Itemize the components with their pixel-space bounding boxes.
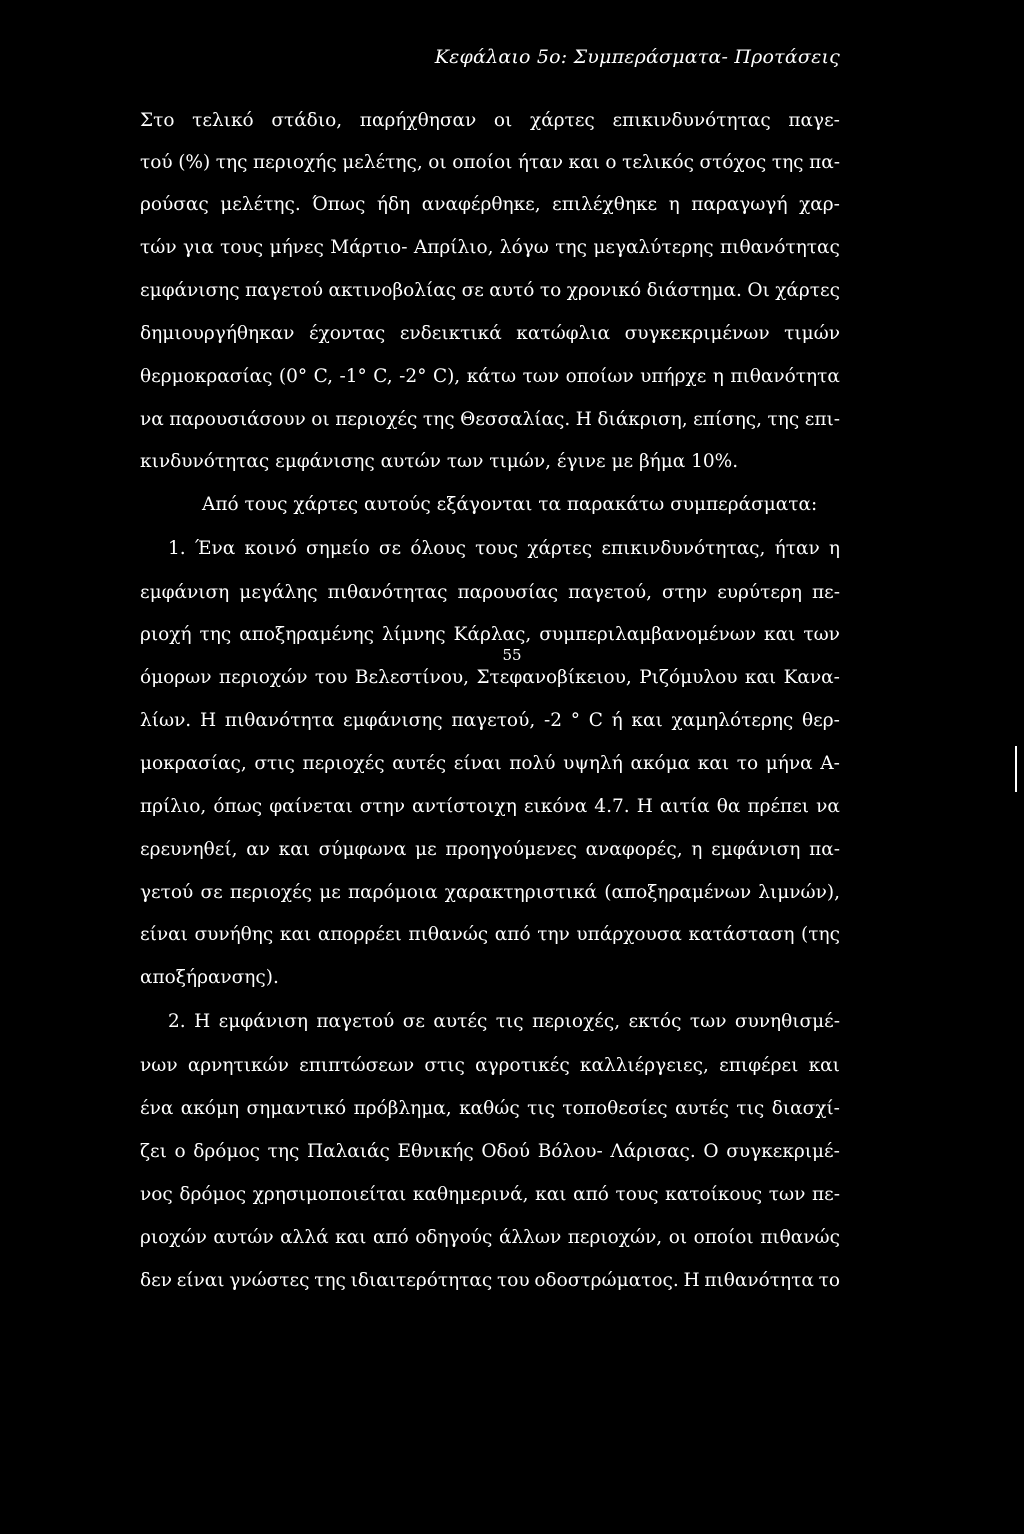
word: κάτω	[466, 366, 517, 387]
word: C),	[432, 366, 461, 387]
word: περιοχές,	[532, 1011, 621, 1032]
word: εμφάνισης	[343, 710, 443, 731]
word: τιμών	[784, 323, 840, 344]
word: Η	[575, 409, 592, 430]
word: αυτό	[489, 280, 535, 301]
word: στόχος	[699, 152, 767, 173]
word: στην	[359, 796, 405, 817]
word: οποίοι	[452, 152, 513, 173]
word: αλλά	[280, 1227, 329, 1248]
word: τών	[140, 237, 177, 258]
word: και	[335, 1227, 367, 1248]
word: δημιουργήθηκαν	[140, 323, 295, 344]
word: πιθανότητας	[720, 237, 840, 258]
text-line	[140, 666, 840, 690]
word: ένα	[140, 1098, 174, 1119]
word: μεγάλης	[239, 582, 318, 603]
text-line: Από τους χάρτες αυτούς εξάγονται τα παρακάτω συμπεράσματα:	[202, 494, 818, 515]
word: επίσης,	[693, 409, 763, 430]
word: ρούσας	[140, 194, 209, 215]
word: καθώς	[459, 1098, 520, 1119]
word: πρίλιο,	[140, 796, 207, 817]
word: παγετού,	[451, 710, 536, 731]
word: είναι	[453, 753, 502, 774]
word: η	[691, 839, 703, 860]
word: αναφορές,	[585, 839, 683, 860]
word: παγετού	[245, 280, 324, 301]
word: συνηθισμέ-	[734, 1011, 840, 1032]
text-line	[140, 151, 840, 175]
word: ακόμη	[180, 1098, 240, 1119]
word: έχοντας	[308, 323, 386, 344]
word: Ο	[703, 1141, 719, 1162]
list-item-1	[140, 537, 840, 561]
word: στάδιο,	[271, 110, 343, 131]
word: πιθανότητα	[224, 710, 335, 731]
text-line	[140, 109, 840, 133]
word: όπως	[213, 796, 263, 817]
text-line: κινδυνότητας εμφάνισης αυτών των τιμών, έγινε με βήμα 10%.	[140, 451, 739, 472]
word: χάρτες	[775, 280, 840, 301]
word: διασχί-	[771, 1098, 840, 1119]
word: -2°	[399, 366, 427, 387]
word: μήνα	[765, 753, 813, 774]
word: από	[372, 1227, 409, 1248]
word: με	[319, 882, 341, 903]
word: αυτές	[675, 1098, 729, 1119]
word: όμορων	[140, 667, 212, 688]
word: τους	[475, 538, 519, 559]
word: επιπτώσεων	[299, 1055, 415, 1076]
word: Εθνικής	[397, 1141, 474, 1162]
word: αναφέρθηκε,	[421, 194, 541, 215]
word: καθημερινά,	[412, 1184, 529, 1205]
word: ή	[611, 710, 623, 731]
word: είναι	[176, 1270, 225, 1291]
word: χάρτες	[530, 110, 595, 131]
word: οδοστρώματος.	[534, 1270, 679, 1291]
word: προηγούμενες	[445, 839, 577, 860]
word: περιοχές	[302, 753, 385, 774]
word: πιθανότητας	[327, 582, 448, 603]
word: λίμνης	[381, 624, 446, 645]
word: και	[744, 667, 777, 688]
word: 2.	[168, 1011, 186, 1032]
text-line	[140, 881, 840, 905]
word: ριοχή	[140, 624, 192, 645]
word: πιθανότητα	[704, 1270, 814, 1291]
word: Ένα	[194, 538, 236, 559]
word: νος	[140, 1184, 173, 1205]
word: εικόνα	[523, 796, 588, 817]
word: χαρακτηριστικά	[444, 882, 598, 903]
word: τελικός	[622, 152, 694, 173]
text-line	[140, 408, 840, 432]
word: σε	[200, 882, 223, 903]
word: είναι	[140, 924, 188, 945]
word: παγετού	[316, 1011, 395, 1032]
word: ερευνηθεί,	[140, 839, 238, 860]
word: αυτών	[213, 1227, 274, 1248]
word: και	[568, 152, 600, 173]
word: κατώφλια	[516, 323, 611, 344]
word: οι	[493, 110, 513, 131]
word: Λάρισας.	[610, 1141, 696, 1162]
word: με	[415, 839, 437, 860]
word: λόγω	[499, 237, 549, 258]
text-line	[140, 1140, 840, 1164]
word: Η	[199, 710, 217, 731]
word: παραγωγή	[691, 194, 788, 215]
text-line	[140, 581, 840, 605]
margin-change-bar	[1015, 746, 1017, 792]
word: περιοχές	[335, 409, 418, 430]
word: C	[588, 710, 603, 731]
word: ήδη	[376, 194, 411, 215]
word: εκτός	[628, 1011, 682, 1032]
word: το	[736, 753, 759, 774]
word: υψηλή	[563, 753, 623, 774]
text-line	[140, 1054, 840, 1078]
text-line	[140, 1269, 840, 1293]
word: εμφάνιση	[140, 582, 230, 603]
word: παγε-	[788, 110, 840, 131]
word: παρήχθησαν	[359, 110, 477, 131]
word: σε	[402, 1011, 425, 1032]
word: χάρτες	[527, 538, 593, 559]
word: Στεφανοβίκειου,	[476, 667, 632, 688]
word: πε-	[811, 582, 840, 603]
word: τοποθεσίες	[562, 1098, 668, 1119]
word: αυτές	[433, 1011, 488, 1032]
word: ακτινοβολίας	[328, 280, 457, 301]
word: σημείο	[306, 538, 370, 559]
word: κατοίκους	[665, 1184, 763, 1205]
word: μελέτης,	[342, 152, 423, 173]
list-item-2	[140, 1010, 840, 1034]
word: των	[689, 1011, 727, 1032]
word: -1°	[339, 366, 367, 387]
word: περιοχές	[229, 882, 313, 903]
word: πρόβλημα,	[353, 1098, 452, 1119]
word: °	[570, 710, 580, 731]
word: ο	[174, 1141, 186, 1162]
word: περιοχών,	[567, 1227, 663, 1248]
text-line	[140, 1226, 840, 1250]
word: εμφάνιση	[218, 1011, 308, 1032]
word: συνήθης	[194, 924, 274, 945]
word: της	[555, 237, 587, 258]
word: της	[771, 152, 804, 173]
word: απορρέει	[317, 924, 402, 945]
word: από	[494, 924, 531, 945]
text-line	[140, 322, 840, 346]
word: 1.	[168, 538, 186, 559]
word: και	[278, 839, 310, 860]
word: μελέτης.	[220, 194, 301, 215]
word: χαμηλότερης	[671, 710, 794, 731]
word: αρνητικών	[187, 1055, 289, 1076]
word: της	[199, 624, 232, 645]
word: τελικό	[192, 110, 254, 131]
word: των	[522, 366, 560, 387]
word: (%)	[178, 152, 211, 173]
word: Μάρτιο-	[330, 237, 408, 258]
word: δεν	[140, 1270, 172, 1291]
word: των	[768, 1184, 806, 1205]
word: πα-	[809, 839, 840, 860]
word: νων	[140, 1055, 178, 1076]
text-line	[140, 1097, 840, 1121]
word: καλλιέργειες,	[579, 1055, 709, 1076]
word: πα-	[809, 152, 840, 173]
text-line	[140, 923, 840, 947]
word: λίων.	[140, 710, 192, 731]
word: Α-	[820, 753, 840, 774]
word: κοινό	[244, 538, 297, 559]
word: οι	[311, 409, 330, 430]
word: Η	[636, 796, 653, 817]
word: σε	[378, 538, 402, 559]
word: υπάρχουσα	[576, 924, 682, 945]
word: (0°	[278, 366, 308, 387]
text-line	[140, 193, 840, 217]
word: και	[535, 1184, 567, 1205]
text-line	[140, 365, 840, 389]
word: σύμφωνα	[318, 839, 407, 860]
word: της	[422, 409, 455, 430]
word: Στο	[140, 110, 175, 131]
word: αντίστοιχη	[412, 796, 517, 817]
word: ο	[605, 152, 617, 173]
word: από	[573, 1184, 609, 1205]
word: αποξηραμένης	[239, 624, 374, 645]
word: ριοχών	[140, 1227, 207, 1248]
word: επι-	[804, 409, 840, 430]
text-line: αποξήρανσης).	[140, 967, 279, 988]
text-line	[140, 838, 840, 862]
word: πε-	[811, 1184, 840, 1205]
word: του	[497, 1270, 530, 1291]
word: όλους	[410, 538, 466, 559]
text-line	[140, 623, 840, 647]
word: σημαντικό	[246, 1098, 347, 1119]
word: θερμοκρασίας	[140, 366, 273, 387]
text-line	[140, 279, 840, 303]
word: ζει	[140, 1141, 167, 1162]
word: Ριζόμυλου	[639, 667, 738, 688]
word: συγκεκριμέ-	[726, 1141, 840, 1162]
word: παρουσιάσουν	[169, 409, 306, 430]
word: ενδεικτικά	[399, 323, 502, 344]
word: τού	[140, 152, 173, 173]
word: και	[764, 624, 796, 645]
word: χρησιμοποιείται	[252, 1184, 407, 1205]
word: της	[215, 152, 248, 173]
word: επιφέρει	[719, 1055, 799, 1076]
word: 4.7.	[594, 796, 630, 817]
word: εμφάνισης	[140, 280, 240, 301]
word: πρέπει	[747, 796, 810, 817]
word: οι	[428, 152, 447, 173]
word: τους	[220, 237, 264, 258]
word: να	[816, 796, 840, 817]
word: το	[818, 1270, 840, 1291]
word: της	[267, 1141, 300, 1162]
word: άλλων	[498, 1227, 562, 1248]
word: τους	[615, 1184, 659, 1205]
word: να	[140, 409, 164, 430]
text-line	[140, 236, 840, 260]
word: Απρίλιο,	[413, 237, 494, 258]
word: Κανα-	[783, 667, 840, 688]
word: και	[808, 1055, 840, 1076]
word: για	[182, 237, 214, 258]
word: κατάσταση	[688, 924, 795, 945]
word: σε	[461, 280, 484, 301]
word: και	[279, 924, 312, 945]
word: αγροτικές	[475, 1055, 570, 1076]
word: περιοχής	[253, 152, 337, 173]
word: C,	[313, 366, 334, 387]
text-line	[140, 709, 840, 733]
word: μήνες	[269, 237, 324, 258]
word: Θεσσαλίας.	[460, 409, 571, 430]
text-line	[140, 795, 840, 819]
word: της	[767, 409, 800, 430]
word: (της	[801, 924, 840, 945]
word: η	[828, 538, 840, 559]
word: δρόμος	[193, 1141, 260, 1162]
word: θερ-	[802, 710, 840, 731]
word: Κάρλας,	[453, 624, 532, 645]
word: τις	[527, 1098, 555, 1119]
word: γετού	[140, 882, 194, 903]
word: περιοχών	[218, 667, 308, 688]
word: -2	[543, 710, 562, 731]
chapter-header: Κεφάλαιο 5ο: Συμπεράσματα- Προτάσεις	[434, 46, 840, 68]
word: ήταν	[774, 538, 820, 559]
word: την	[537, 924, 570, 945]
word: το	[539, 280, 562, 301]
word: (αποξηραμένων	[604, 882, 752, 903]
word: αυτές	[392, 753, 447, 774]
word: παγετού,	[568, 582, 652, 603]
word: Η	[194, 1011, 211, 1032]
word: Όπως	[312, 194, 366, 215]
text-line	[140, 1183, 840, 1207]
word: η	[712, 366, 724, 387]
word: ήταν	[517, 152, 563, 173]
word: αιτία	[659, 796, 710, 817]
word: ιδιαιτερότητας	[350, 1270, 493, 1291]
word: διάστημα.	[646, 280, 742, 301]
word: οδηγούς	[415, 1227, 493, 1248]
word: C,	[373, 366, 393, 387]
word: οποίων	[565, 366, 634, 387]
word: η	[668, 194, 680, 215]
page-number: 55	[502, 646, 522, 664]
word: ακόμα	[630, 753, 691, 774]
word: θα	[716, 796, 741, 817]
word: Παλαιάς	[306, 1141, 390, 1162]
word: επικινδυνότητας,	[601, 538, 766, 559]
word: χαρ-	[799, 194, 840, 215]
word: γνώστες	[229, 1270, 310, 1291]
word: ευρύτερη	[717, 582, 802, 603]
word: στην	[661, 582, 708, 603]
word: επιλέχθηκε	[552, 194, 658, 215]
word: μοκρασίας,	[140, 753, 247, 774]
word: λιμνών),	[758, 882, 840, 903]
word: πιθανώς	[408, 924, 489, 945]
word: πιθανότητα	[730, 366, 840, 387]
word: διάκριση,	[597, 409, 688, 430]
word: του	[314, 667, 348, 688]
word: αν	[246, 839, 270, 860]
word: οποίοι	[693, 1227, 754, 1248]
word: συμπεριλαμβανομένων	[539, 624, 757, 645]
word: εμφάνιση	[711, 839, 801, 860]
word: της	[314, 1270, 346, 1291]
word: των	[803, 624, 840, 645]
word: πολύ	[509, 753, 556, 774]
word: παρόμοια	[348, 882, 438, 903]
word: παρουσίας	[457, 582, 559, 603]
word: τις	[495, 1011, 524, 1032]
word: Η	[683, 1270, 700, 1291]
word: οι	[668, 1227, 688, 1248]
word: Βόλου-	[537, 1141, 603, 1162]
word: και	[697, 753, 730, 774]
word: υπήρχε	[640, 366, 707, 387]
word: Οδού	[481, 1141, 531, 1162]
word: μεγαλύτερης	[593, 237, 714, 258]
word: χρονικό	[566, 280, 642, 301]
word: πιθανώς	[760, 1227, 840, 1248]
word: επικινδυνότητας	[612, 110, 771, 131]
word: Οι	[747, 280, 770, 301]
word: δρόμος	[179, 1184, 247, 1205]
word: Βελεστίνου,	[354, 667, 470, 688]
word: στις	[424, 1055, 465, 1076]
word: και	[631, 710, 663, 731]
word: τις	[736, 1098, 765, 1119]
word: φαίνεται	[269, 796, 353, 817]
word: στις	[254, 753, 295, 774]
text-line	[140, 752, 840, 776]
word: συγκεκριμένων	[624, 323, 770, 344]
